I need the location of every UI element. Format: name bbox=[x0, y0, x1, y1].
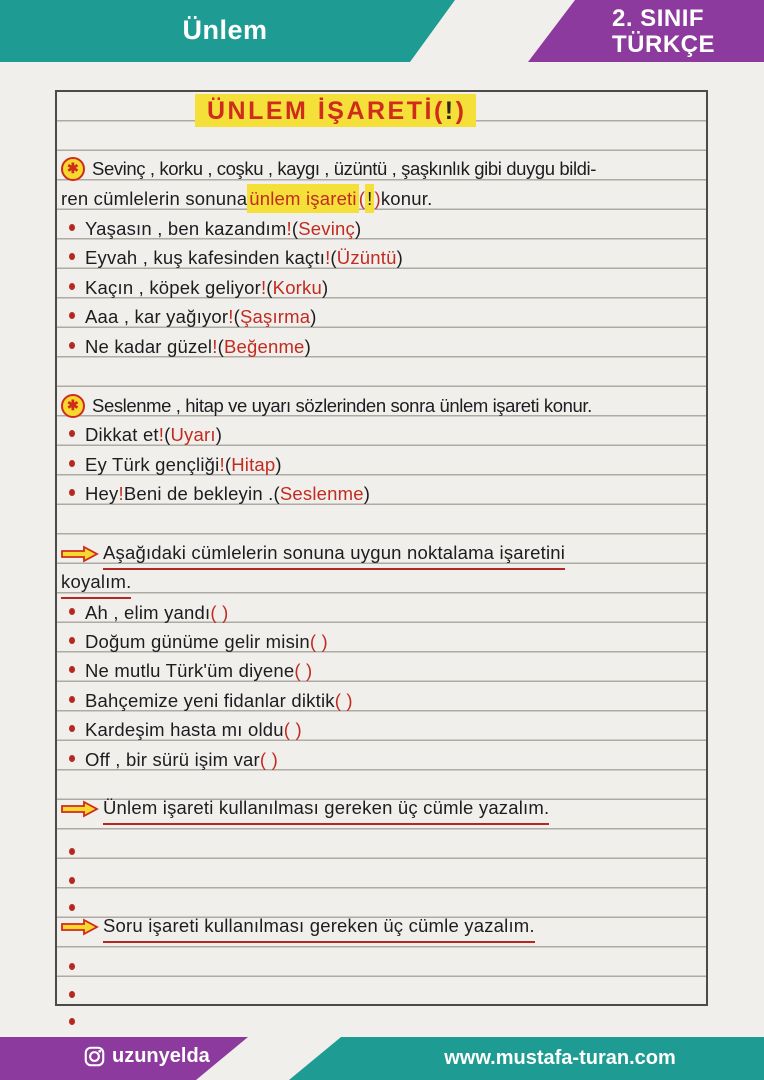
emotion-label: Üzüntü bbox=[336, 247, 397, 268]
paren: ( bbox=[164, 424, 171, 445]
exercise-item bbox=[61, 686, 702, 715]
bullet-dot-icon bbox=[69, 608, 75, 615]
paren: ) bbox=[275, 454, 282, 475]
example-item bbox=[61, 243, 702, 272]
example-item bbox=[61, 479, 702, 508]
title-highlight bbox=[195, 94, 476, 127]
star-bullet-icon: ✱ bbox=[61, 394, 85, 418]
example-text: Dikkat et bbox=[85, 424, 159, 445]
paren: ( bbox=[291, 218, 299, 239]
paren: ( bbox=[224, 454, 232, 475]
usage-label: Hitap bbox=[231, 454, 276, 475]
paren: ( bbox=[273, 483, 280, 504]
exclamation-mark: ! bbox=[118, 483, 124, 504]
paren: ) bbox=[321, 277, 329, 298]
paren: ( bbox=[358, 188, 366, 209]
exercise-item bbox=[61, 627, 702, 656]
bullet-dot-icon bbox=[69, 312, 75, 319]
bullet-dot-icon bbox=[69, 637, 75, 644]
emotion-label: Korku bbox=[272, 277, 322, 298]
paren: ) bbox=[215, 424, 223, 445]
exclamation-mark: ! bbox=[212, 336, 218, 357]
blank-answer-line bbox=[61, 830, 702, 859]
blank-answer-line bbox=[61, 945, 702, 974]
bullet-dot-icon bbox=[69, 489, 75, 496]
paren: ) bbox=[304, 336, 311, 357]
exercise-item bbox=[61, 745, 702, 774]
bullet-dot-icon bbox=[69, 666, 75, 673]
bullet-dot-icon bbox=[69, 283, 75, 290]
example-item bbox=[61, 332, 702, 361]
exclamation-mark: ! bbox=[158, 424, 165, 445]
bullet-dot-icon bbox=[69, 460, 75, 467]
rule-line-1 bbox=[61, 154, 702, 183]
paren: ) bbox=[354, 218, 362, 239]
exercise-item bbox=[61, 598, 702, 627]
exercise-heading-text: Ünlem işareti kullanılması gereken üç cümle yazalım. bbox=[103, 793, 549, 825]
bullet-dot-icon bbox=[69, 963, 75, 970]
exercise-heading bbox=[61, 539, 702, 568]
answer-slot: ( ) bbox=[210, 602, 229, 623]
example-item bbox=[61, 214, 702, 243]
star-bullet-icon: ✱ bbox=[61, 157, 85, 181]
example-text: Ne kadar güzel bbox=[85, 336, 213, 357]
exclamation-mark: ! bbox=[325, 247, 331, 268]
arrow-icon bbox=[61, 545, 99, 563]
paren: ) bbox=[396, 247, 403, 268]
sentence-text: Doğum günüme gelir misin bbox=[85, 631, 310, 652]
worksheet-title bbox=[195, 97, 476, 133]
header-title: Ünlem bbox=[182, 15, 268, 45]
example-item bbox=[61, 273, 702, 302]
example-text: Kaçın , köpek geliyor bbox=[85, 277, 261, 298]
paren: ( bbox=[233, 306, 240, 327]
exercise-heading-text: Soru işareti kullanılması gereken üç cümle yazalım. bbox=[103, 911, 535, 943]
instagram-handle: uzunyelda bbox=[112, 1045, 210, 1067]
answer-slot: ( ) bbox=[259, 749, 278, 770]
bullet-dot-icon bbox=[69, 904, 75, 911]
title-paren-close: ) bbox=[455, 97, 467, 125]
paren: ) bbox=[374, 188, 381, 209]
rule-text: konur. bbox=[380, 188, 433, 209]
bullet-dot-icon bbox=[69, 342, 75, 349]
exclamation-mark: ! bbox=[260, 277, 267, 298]
website-credit: www.mustafa-turan.com bbox=[444, 1047, 676, 1069]
exercise-heading bbox=[61, 912, 702, 941]
blank-answer-line bbox=[61, 1000, 702, 1029]
sentence-text: Off , bir sürü işim var bbox=[85, 749, 260, 770]
sentence-text: Ne mutlu Türk'üm diyene bbox=[85, 660, 295, 681]
bullet-dot-icon bbox=[69, 224, 75, 231]
exercise-heading bbox=[61, 794, 702, 823]
rule-line-3 bbox=[61, 391, 702, 420]
emotion-label: Beğenme bbox=[223, 336, 305, 357]
example-text: Beni de bekleyin . bbox=[123, 483, 274, 504]
grade-subject-badge bbox=[612, 6, 715, 58]
sentence-text: Kardeşim hasta mı oldu bbox=[85, 719, 284, 740]
exercise-heading-text: koyalım. bbox=[61, 567, 131, 599]
rule-line-2 bbox=[61, 184, 702, 213]
title-paren-open: ( bbox=[433, 97, 445, 125]
page-header bbox=[0, 0, 764, 62]
bullet-dot-icon bbox=[69, 725, 75, 732]
exclamation-mark: ! bbox=[365, 184, 374, 213]
bullet-dot-icon bbox=[69, 696, 75, 703]
example-text: Yaşasın , ben kazandım bbox=[85, 218, 287, 239]
usage-label: Seslenme bbox=[279, 483, 364, 504]
exercise-item bbox=[61, 715, 702, 744]
grade-line: 2. SINIF bbox=[612, 5, 705, 32]
example-item bbox=[61, 420, 702, 449]
example-text: Hey bbox=[85, 483, 119, 504]
instagram-credit bbox=[84, 1045, 210, 1068]
bullet-dot-icon bbox=[69, 430, 75, 437]
exercise-heading-cont bbox=[61, 568, 702, 597]
usage-label: Uyarı bbox=[170, 424, 216, 445]
notebook-box bbox=[55, 90, 708, 1006]
arrow-icon bbox=[61, 800, 99, 818]
exclamation-mark: ! bbox=[219, 454, 225, 475]
example-item bbox=[61, 302, 702, 331]
arrow-icon bbox=[61, 918, 99, 936]
answer-slot: ( ) bbox=[294, 660, 313, 681]
sentence-text: Bahçemize yeni fidanlar diktik bbox=[85, 690, 335, 711]
emotion-label: Sevinç bbox=[298, 218, 355, 239]
paren: ( bbox=[217, 336, 224, 357]
bullet-dot-icon bbox=[69, 1018, 75, 1025]
answer-slot: ( ) bbox=[309, 631, 328, 652]
subject-line: TÜRKÇE bbox=[612, 31, 715, 58]
exercise-heading-text: Aşağıdaki cümlelerin sonuna uygun noktalama işaretini bbox=[103, 538, 565, 570]
exclamation-mark: ! bbox=[286, 218, 292, 239]
example-item bbox=[61, 450, 702, 479]
example-text: Aaa , kar yağıyor bbox=[85, 306, 229, 327]
instagram-icon bbox=[84, 1046, 105, 1067]
title-text: ÜNLEM İŞARETİ bbox=[207, 97, 434, 125]
title-exclamation: ! bbox=[444, 97, 456, 125]
example-text: Eyvah , kuş kafesinden kaçtı bbox=[85, 247, 326, 268]
rule-text: Sevinç , korku , coşku , kaygı , üzüntü , şaşkınlık gibi duygu bildi- bbox=[92, 158, 597, 179]
rule-text: ren cümlelerin sonuna bbox=[61, 188, 248, 209]
rule-text: Seslenme , hitap ve uyarı sözlerinden sonra ünlem işareti konur. bbox=[92, 395, 592, 416]
blank-answer-line bbox=[61, 859, 702, 888]
paren: ( bbox=[330, 247, 337, 268]
bullet-dot-icon bbox=[69, 755, 75, 762]
bullet-dot-icon bbox=[69, 877, 75, 884]
emotion-label: Şaşırma bbox=[239, 306, 311, 327]
exercise-item bbox=[61, 656, 702, 685]
bullet-dot-icon bbox=[69, 253, 75, 260]
answer-slot: ( ) bbox=[334, 690, 353, 711]
answer-slot: ( ) bbox=[283, 719, 302, 740]
bullet-dot-icon bbox=[69, 848, 75, 855]
paren: ) bbox=[310, 306, 317, 327]
blank-answer-line bbox=[61, 973, 702, 1002]
bullet-dot-icon bbox=[69, 991, 75, 998]
paren: ( bbox=[266, 277, 273, 298]
paren: ) bbox=[363, 483, 371, 504]
highlighted-term: ünlem işareti bbox=[247, 184, 358, 213]
exclamation-mark: ! bbox=[228, 306, 234, 327]
example-text: Ey Türk gençliği bbox=[85, 454, 220, 475]
sentence-text: Ah , elim yandı bbox=[85, 602, 211, 623]
